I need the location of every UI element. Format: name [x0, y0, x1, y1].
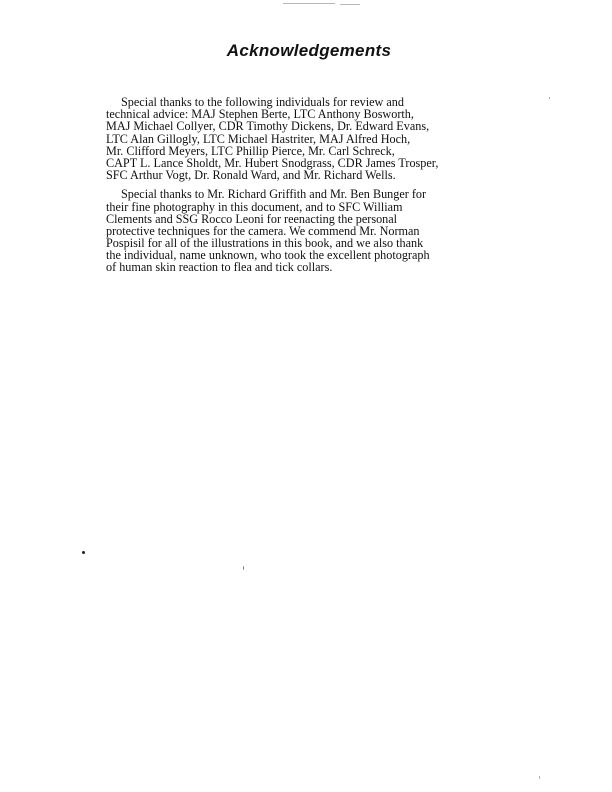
text-line: technical advice: MAJ Stephen Berte, LTC Anthony Bosworth, [106, 107, 414, 122]
text-line: protective techniques for the camera. We commend Mr. Norman [106, 223, 420, 238]
scan-speck [539, 776, 540, 779]
text-line: LTC Alan Gillogly, LTC Michael Hastriter, MAJ Alfred Hoch, [106, 131, 411, 146]
text-line: CAPT L. Lance Sholdt, Mr. Hubert Snodgrass, CDR James Trosper, [106, 155, 439, 170]
text-line: Pospisil for all of the illustrations in this book, and we also thank [106, 236, 424, 251]
text-line: MAJ Michael Collyer, CDR Timothy Dickens, Dr. Edward Evans, [106, 119, 430, 134]
acknowledgements-body [106, 96, 482, 274]
scan-artifact-top-short [340, 4, 360, 5]
text-line: SFC Arthur Vogt, Dr. Ronald Ward, and Mr. Richard Wells. [106, 168, 396, 183]
scan-speck [82, 551, 85, 554]
scan-speck [549, 97, 550, 99]
scan-artifact-top [283, 3, 335, 4]
paragraph-photography-illustrations [106, 188, 482, 273]
text-line: Mr. Clifford Meyers, LTC Phillip Pierce, Mr. Carl Schreck, [106, 143, 395, 158]
scan-speck [243, 566, 244, 570]
text-line: the individual, name unknown, who took the excellent photograph [106, 248, 430, 263]
text-line: their fine photography in this document, and to SFC William [106, 199, 403, 214]
text-line: of human skin reaction to flea and tick collars. [106, 260, 333, 275]
paragraph-review-advice [106, 96, 482, 181]
text-line: Special thanks to Mr. Richard Griffith and Mr. Ben Bunger for [121, 187, 427, 202]
text-line: Clements and SSG Rocco Leoni for reenacting the personal [106, 211, 398, 226]
page-title: Acknowledgements [226, 41, 392, 60]
text-line: Special thanks to the following individuals for review and [121, 95, 404, 109]
